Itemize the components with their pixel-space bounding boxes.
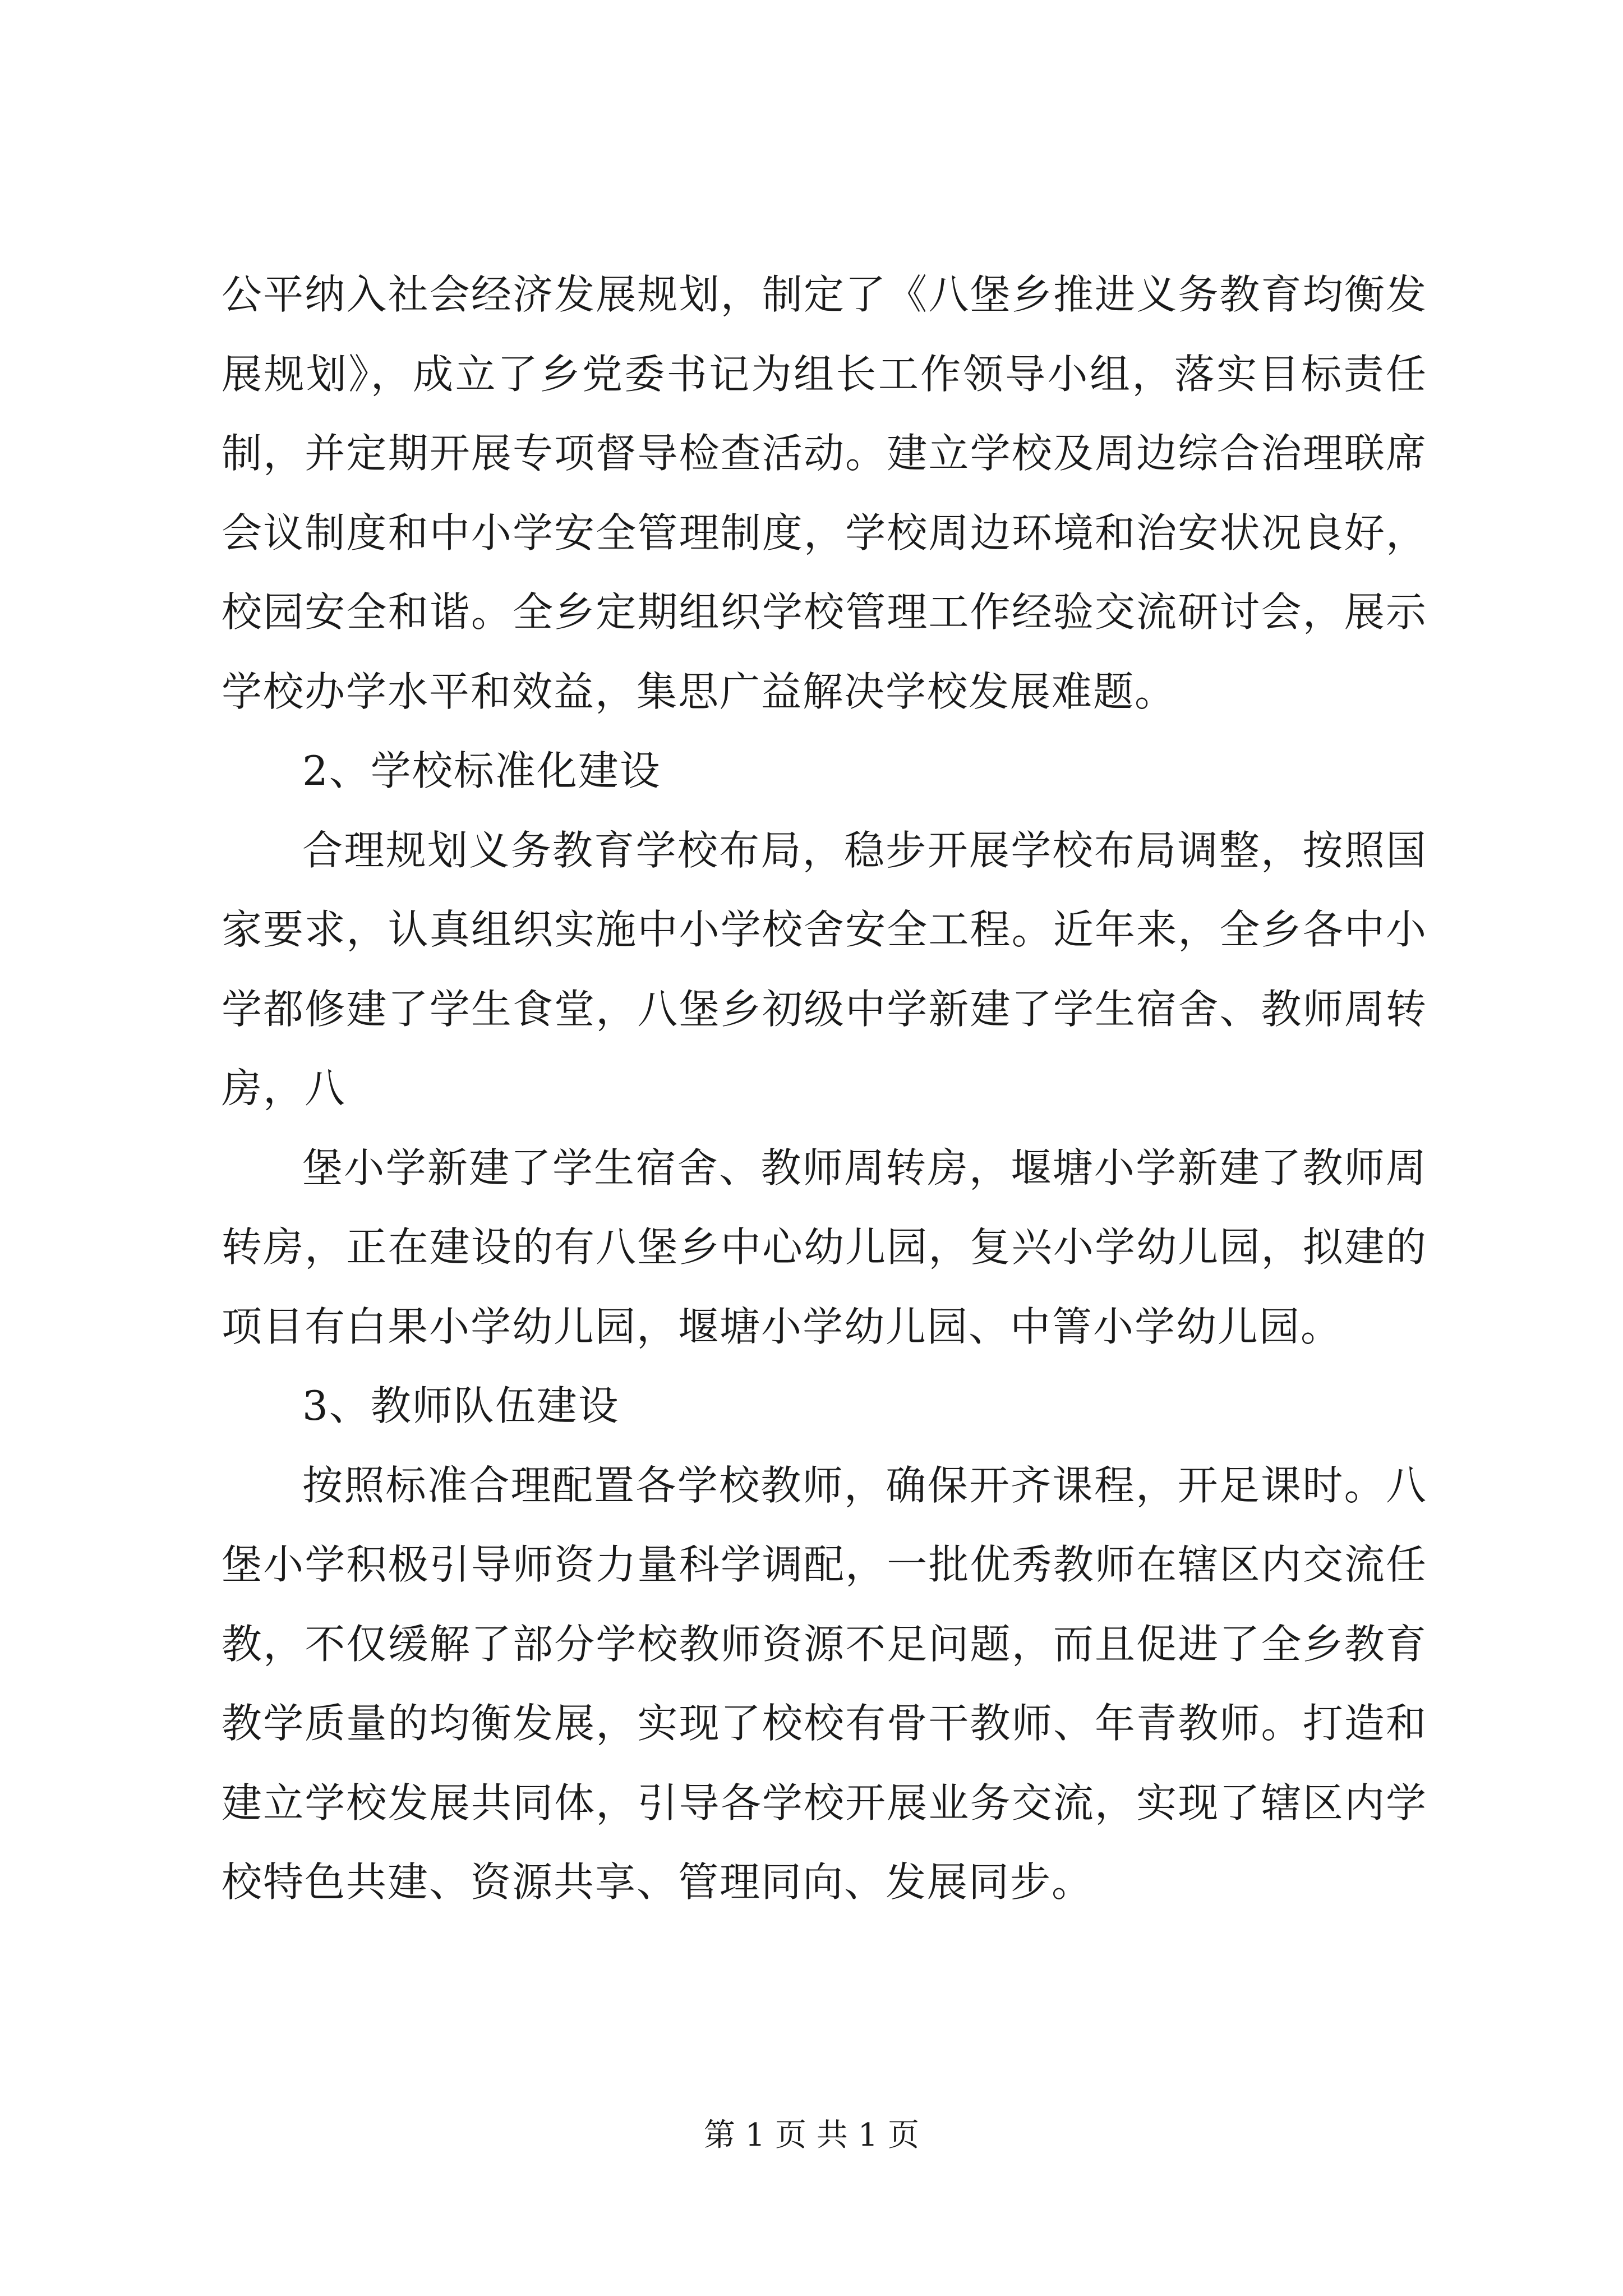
paragraph-construction-projects: 堡小学新建了学生宿舍、教师周转房，堰塘小学新建了教师周转房，正在建设的有八堡乡中心幼儿园，复兴小学幼儿园，拟建的项目有白果小学幼儿园，堰塘小学幼儿园、中箐小学幼儿园。: [222, 1144, 1427, 1350]
section-heading-teacher-team: 3、教师队伍建设: [302, 1382, 620, 1429]
paragraph-school-layout: 合理规划义务教育学校布局，稳步开展学校布局调整，按照国家要求，认真组织实施中小学校舍安全工程。近年来，全乡各中小学都修建了学生食堂，八堡乡初级中学新建了学生宿舍、教师周转房，八: [222, 826, 1427, 1112]
paragraph-governance: 公平纳入社会经济发展规划，制定了《八堡乡推进义务教育均衡发展规划》，成立了乡党委书记为组长工作领导小组，落实目标责任制，并定期开展专项督导检查活动。建立学校及周边综合治理联席会议制度和中小学安全管理制度，学校周边环境和治安状况良好，校园安全和谐。全乡定期组织学校管理工作经验交流研讨会，展示学校办学水平和效益，集思广益解决学校发展难题。: [222, 271, 1427, 715]
page-footer: 第 1 页 共 1 页: [703, 2117, 920, 2154]
section-heading-school-standardization: 2、学校标准化建设: [302, 747, 661, 794]
document-body: [222, 255, 1427, 1922]
paragraph-teacher-allocation: 按照标准合理配置各学校教师，确保开齐课程，开足课时。八堡小学积极引导师资力量科学调配，一批优秀教师在辖区内交流任教，不仅缓解了部分学校教师资源不足问题，而且促进了全乡教育教学质量的均衡发展，实现了校校有骨干教师、年青教师。打造和建立学校发展共同体，引导各学校开展业务交流，实现了辖区内学校特色共建、资源共享、管理同向、发展同步。: [222, 1461, 1427, 1906]
